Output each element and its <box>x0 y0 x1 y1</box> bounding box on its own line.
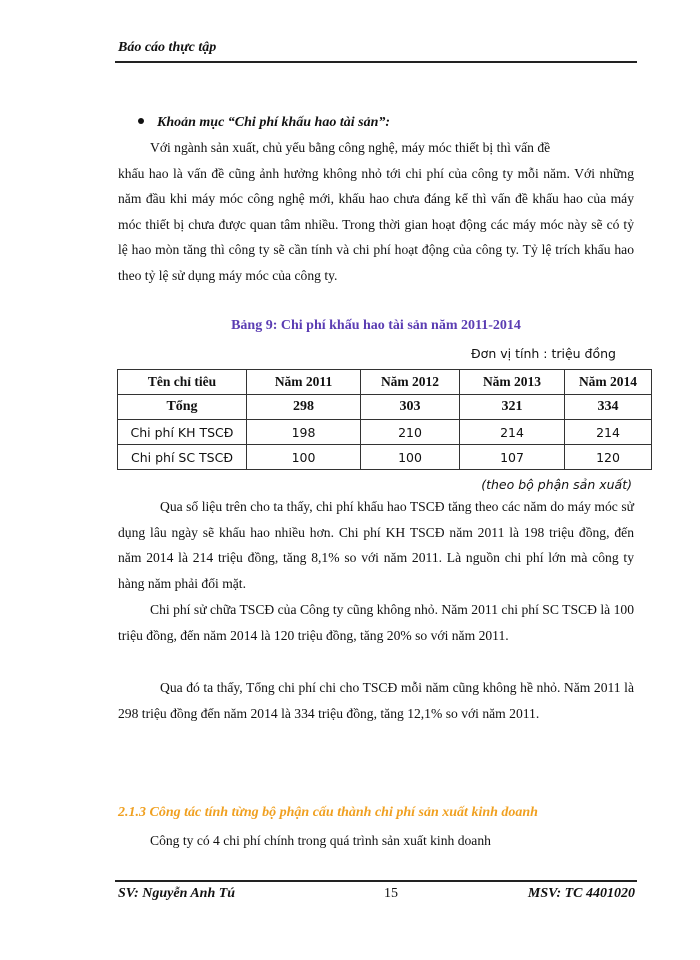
table-cell: 321 <box>460 395 565 420</box>
analysis-text-1: Qua số liệu trên cho ta thấy, chi phí khấu hao TSCĐ tăng theo các năm do máy móc sử dụng lâu ngày sẽ khấu hao nhiều hơn. Chi phí KH TSCĐ năm 2011 là 198 triệu đồng, đến năm 2014 là 214 triệu đồng, tăng 8,1% so với năm 2011. Là nguồn chi phí lớn mà công ty hàng năm phải đối mặt. <box>118 499 634 591</box>
table-header-cell: Tên chỉ tiêu <box>118 370 247 395</box>
table-cell: 214 <box>565 420 652 445</box>
analysis-paragraph-1 <box>118 494 634 596</box>
table-cell: 107 <box>460 445 565 470</box>
footer-student: SV: Nguyễn Anh Tú <box>118 886 236 901</box>
table-cell: Chi phí SC TSCĐ <box>118 445 247 470</box>
header-rule <box>115 61 637 63</box>
table-cell: 100 <box>361 445 460 470</box>
table-source-note: (theo bộ phận sản xuất) <box>481 477 632 492</box>
page-number: 15 <box>384 886 398 901</box>
bullet-heading <box>138 115 390 131</box>
table-cell: 210 <box>361 420 460 445</box>
table-cell: 100 <box>247 445 361 470</box>
table-header-row <box>118 370 652 395</box>
analysis-paragraph-2 <box>118 597 634 648</box>
table-cell: 334 <box>565 395 652 420</box>
analysis-text-2: Chi phí sử chữa TSCĐ của Công ty cũng không nhỏ. Năm 2011 chi phí SC TSCĐ là 100 triệu đồng, đến năm 2014 là 120 triệu đồng, tăng 20% so với năm 2011. <box>118 602 634 643</box>
table-cell: 303 <box>361 395 460 420</box>
analysis-text-3: Qua đó ta thấy, Tổng chi phí chi cho TSCĐ mỗi năm cũng không hề nhỏ. Năm 2011 là 298 triệu đồng đến năm 2014 là 334 triệu đồng, tăng 12,1% so với năm 2011. <box>118 680 634 721</box>
table-header-cell: Năm 2013 <box>460 370 565 395</box>
table-cell: 120 <box>565 445 652 470</box>
table-unit: Đơn vị tính : triệu đồng <box>471 346 616 361</box>
table-header-cell: Năm 2012 <box>361 370 460 395</box>
bullet-title: Khoản mục “Chi phí khấu hao tài sản”: <box>157 115 391 130</box>
table-header-cell: Năm 2011 <box>247 370 361 395</box>
footer-student-id: MSV: TC 4401020 <box>527 886 635 901</box>
table-cell: 214 <box>460 420 565 445</box>
header-title: Báo cáo thực tập <box>118 40 217 55</box>
table-cell: 298 <box>247 395 361 420</box>
intro-rest: khấu hao là vấn đề cũng ảnh hưởng không nhỏ tới chi phí của công ty mỗi năm. Với những năm đầu khi máy móc công nghệ mới, khấu hao chưa đáng kể thì vấn đề khấu hao của máy móc thiết bị chưa được quan tâm nhiều. Trong thời gian hoạt động các máy móc này sẽ có tỷ lệ hao mòn tăng thì công ty sẽ cần tính và chi phí hoạt động của công ty. Tỷ lệ trích khấu hao theo tỷ lệ sử dụng máy móc của công ty. <box>118 165 634 283</box>
bullet-icon <box>138 118 144 124</box>
intro-line-1: Với ngành sản xuất, chủ yếu bằng công nghệ, máy móc thiết bị thì vấn đề <box>150 140 551 155</box>
table-cell: Chi phí KH TSCĐ <box>118 420 247 445</box>
section-heading: 2.1.3 Công tác tính từng bộ phận cấu thành chi phí sản xuất kinh doanh <box>118 805 538 820</box>
depreciation-table <box>117 369 652 470</box>
table-row <box>118 420 652 445</box>
table-header-cell: Năm 2014 <box>565 370 652 395</box>
intro-paragraph <box>118 135 634 289</box>
table-caption: Bảng 9: Chi phí khấu hao tài sản năm 2011-2014 <box>231 318 521 333</box>
table-cell: Tổng <box>118 395 247 420</box>
footer-rule <box>115 880 637 882</box>
table-cell: 198 <box>247 420 361 445</box>
table-row <box>118 395 652 420</box>
analysis-paragraph-3 <box>118 675 634 726</box>
section-text: Công ty có 4 chi phí chính trong quá trình sản xuất kinh doanh <box>150 833 491 848</box>
table-row <box>118 445 652 470</box>
